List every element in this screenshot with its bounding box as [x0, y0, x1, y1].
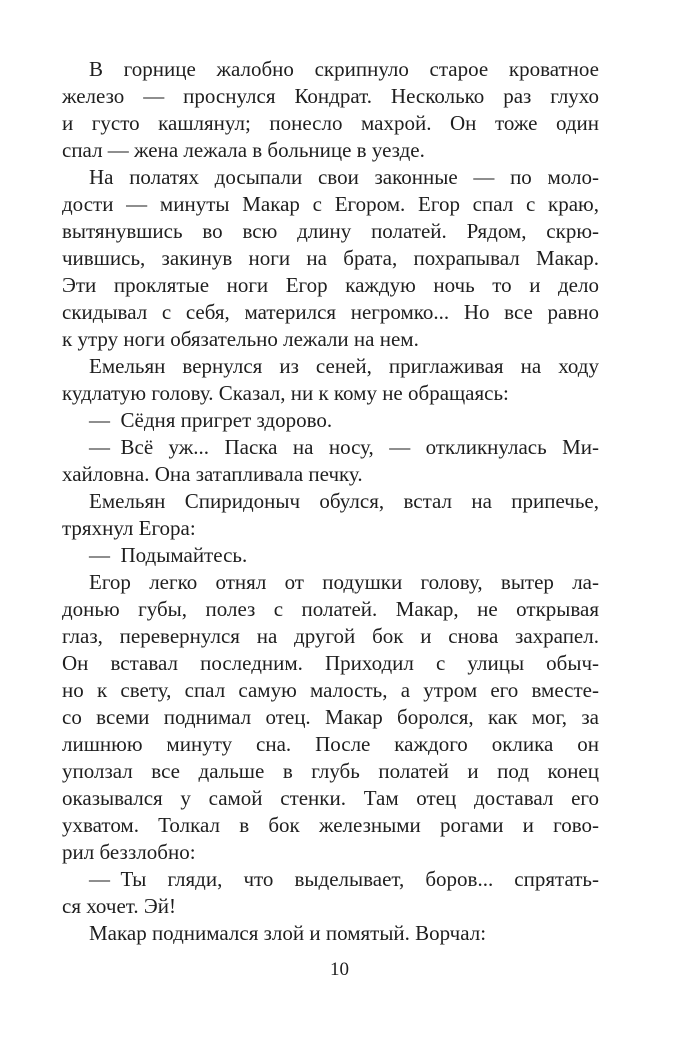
text-line: оказывался у самой стенки. Там отец доставал его: [62, 786, 599, 810]
text-line: чившись, закинув ноги на брата, похрапывал Макар.: [62, 246, 599, 270]
paragraph: [62, 164, 599, 353]
text-line: На полатях досыпали свои законные — по моло-: [89, 165, 599, 189]
text-line: — Сёдня пригрет здорово.: [89, 408, 333, 432]
text-line: — Ты гляди, что выделывает, боров... спрятать-: [89, 867, 599, 891]
paragraph: [62, 569, 599, 866]
text-line: Егор легко отнял от подушки голову, вытер ла-: [89, 570, 599, 594]
text-line: — Подымайтесь.: [89, 543, 248, 567]
text-line: глаз, перевернулся на другой бок и снова захрапел.: [62, 624, 599, 648]
text-line: дости — минуты Макар с Егором. Егор спал с краю,: [62, 192, 599, 216]
text-line: Емельян вернулся из сеней, приглаживая на ходу: [89, 354, 599, 378]
paragraph: [62, 56, 599, 164]
paragraph: [62, 920, 599, 947]
text-line: — Всё уж... Паска на носу, — откликнулась Ми-: [89, 435, 599, 459]
text-line: железо — проснулся Кондрат. Несколько раз глухо: [62, 84, 599, 108]
text-line: Он вставал последним. Приходил с улицы обыч-: [62, 651, 599, 675]
text-line: В горнице жалобно скрипнуло старое кроватное: [89, 57, 599, 81]
text-line: Емельян Спиридоныч обулся, встал на припечье,: [89, 489, 599, 513]
paragraph: [62, 407, 599, 434]
text-line: тряхнул Егора:: [62, 516, 196, 540]
text-line: скидывал с себя, матерился негромко... Но все равно: [62, 300, 599, 324]
text-line: и густо кашлянул; понесло махрой. Он тоже один: [62, 111, 599, 135]
text-line: кудлатую голову. Сказал, ни к кому не обращаясь:: [62, 381, 509, 405]
text-line: спал — жена лежала в больнице в уезде.: [62, 138, 425, 162]
text-line: Макар поднимался злой и помятый. Ворчал:: [89, 921, 487, 945]
page-number: 10: [330, 959, 349, 980]
text-block: [62, 56, 599, 947]
text-line: но к свету, спал самую малость, а утром его вместе-: [62, 678, 599, 702]
paragraph: [62, 488, 599, 542]
text-line: уползал все дальше в глубь полатей и под конец: [62, 759, 599, 783]
text-line: Эти проклятые ноги Егор каждую ночь то и дело: [62, 273, 599, 297]
text-line: ся хочет. Эй!: [62, 894, 176, 918]
paragraph: [62, 434, 599, 488]
text-line: к утру ноги обязательно лежали на нем.: [62, 327, 419, 351]
text-line: донью губы, полез с полатей. Макар, не открывая: [62, 597, 599, 621]
text-line: со всеми поднимал отец. Макар боролся, как мог, за: [62, 705, 599, 729]
paragraph: [62, 353, 599, 407]
text-line: рил беззлобно:: [62, 840, 196, 864]
text-line: вытянувшись во всю длину полатей. Рядом, скрю-: [62, 219, 599, 243]
text-line: хайловна. Она затапливала печку.: [62, 462, 363, 486]
text-line: лишнюю минуту сна. После каждого оклика он: [62, 732, 599, 756]
paragraph: [62, 542, 599, 569]
text-line: ухватом. Толкал в бок железными рогами и гово-: [62, 813, 599, 837]
paragraph: [62, 866, 599, 920]
